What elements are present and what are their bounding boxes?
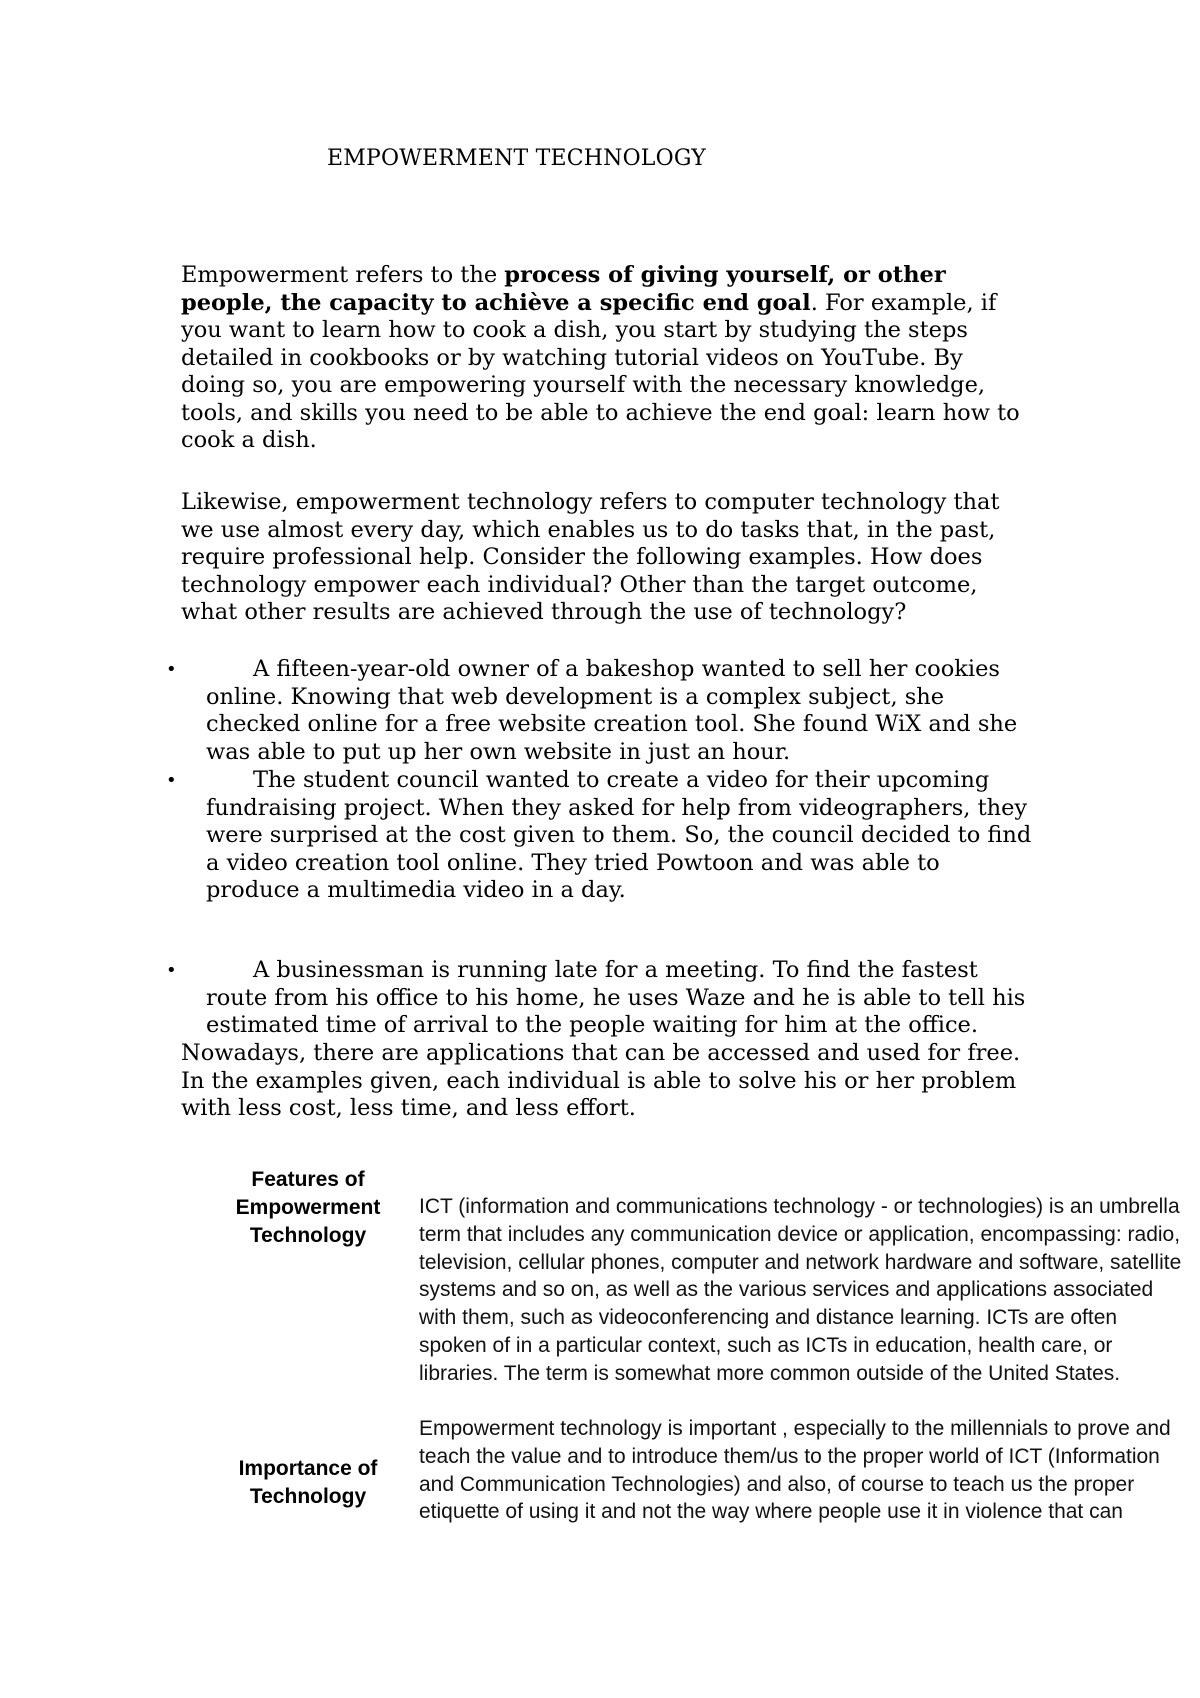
paragraph-line: people, the capacity to achiève a specific end goal. For example, if [181, 289, 997, 316]
list-item-line: route from his office to his home, he uses Waze and he is able to tell his [206, 984, 1026, 1011]
bullet-icon: • [166, 659, 177, 680]
features-text [419, 1193, 1200, 1388]
list-item-line: A businessman is running late for a meeting. To find the fastest [253, 957, 978, 983]
conclusion-paragraph [181, 1040, 1041, 1123]
intro-paragraph [181, 262, 1041, 455]
list-item-line: fundraising project. When they asked for help from videographers, they [206, 794, 1028, 821]
list-item-line: a video creation tool online. They tried Powtoon and was able to [206, 849, 940, 876]
paragraph-line: detailed in cookbooks or by watching tutorial videos on YouTube. By [181, 344, 963, 371]
paragraph-line: and Communication Technologies) and also, of course to teach us the proper [419, 1472, 1135, 1496]
emphasis-text: process of giving yourself, or other [504, 262, 946, 288]
paragraph-line: libraries. The term is somewhat more common outside of the United States. [419, 1361, 1121, 1385]
paragraph-line: teach the value and to introduce them/us to the proper world of ICT (Information [419, 1444, 1160, 1468]
paragraph-line: etiquette of using it and not the way where people use it in violence that can [419, 1500, 1123, 1524]
paragraph-line: doing so, you are empowering yourself with the necessary knowledge, [181, 372, 986, 398]
paragraph-line: Nowadays, there are applications that can be accessed and used for free. [181, 1040, 1021, 1066]
paragraph-line: tools, and skills you need to be able to achieve the end goal: learn how to [181, 399, 1020, 426]
paragraph-line: Empowerment refers to the process of giving yourself, or other [181, 262, 946, 288]
paragraph-line: you want to learn how to cook a dish, you start by studying the steps [181, 317, 968, 343]
list-item-line: produce a multimedia video in a day. [206, 877, 626, 903]
likewise-paragraph [181, 489, 1041, 627]
list-item-line: estimated time of arrival to the people waiting for him at the office. [206, 1012, 979, 1038]
list-item-line: were surprised at the cost given to them. So, the council decided to find [206, 822, 1032, 848]
paragraph-line: television, cellular phones, computer and network hardware and software, satellite [419, 1250, 1182, 1274]
importance-heading: Importance of Technology [238, 1457, 378, 1508]
bullet-icon: • [166, 960, 177, 981]
bullet-icon: • [166, 770, 177, 791]
paragraph-line: ICT (information and communications technology - or technologies) is an umbrella [419, 1195, 1180, 1218]
emphasis-text: people, the capacity to achiève a specific end goal [181, 289, 811, 316]
features-heading: Features of Empowerment Technology [235, 1168, 381, 1247]
paragraph-line: what other results are achieved through the use of technology? [181, 599, 907, 625]
paragraph-line: term that includes any communication device or application, encompassing: radio, [419, 1222, 1181, 1246]
paragraph-line: technology empower each individual? Other than the target outcome, [181, 571, 978, 598]
paragraph-line: cook a dish. [181, 427, 317, 453]
paragraph-line: with less cost, less time, and less effort. [181, 1095, 636, 1121]
list-item-line: was able to put up her own website in just an hour. [206, 738, 791, 765]
paragraph-line: require professional help. Consider the following examples. How does [181, 544, 983, 570]
paragraph-line: systems and so on, as well as the various services and applications associated [419, 1278, 1154, 1302]
paragraph-line: Empowerment technology is important , especially to the millennials to prove and [419, 1417, 1171, 1440]
list-item-line: checked online for a free website creation tool. She found WiX and she [206, 711, 1018, 737]
paragraph-line: spoken of in a particular context, such as ICTs in education, health care, or [419, 1333, 1113, 1357]
page-title: EMPOWERMENT TECHNOLOGY [327, 146, 706, 171]
list-item-line: A fifteen-year-old owner of a bakeshop wanted to sell her cookies [253, 656, 1000, 682]
paragraph-line: with them, such as videoconferencing and distance learning. ICTs are often [419, 1306, 1118, 1330]
list-item-line: The student council wanted to create a video for their upcoming [253, 767, 990, 793]
importance-text [419, 1415, 1200, 1526]
paragraph-line: Likewise, empowerment technology refers to computer technology that [181, 489, 1000, 515]
paragraph-line: we use almost every day, which enables us to do tasks that, in the past, [181, 516, 996, 543]
list-item-line: online. Knowing that web development is a complex subject, she [206, 683, 945, 710]
paragraph-line: In the examples given, each individual is able to solve his or her problem [181, 1067, 1017, 1094]
